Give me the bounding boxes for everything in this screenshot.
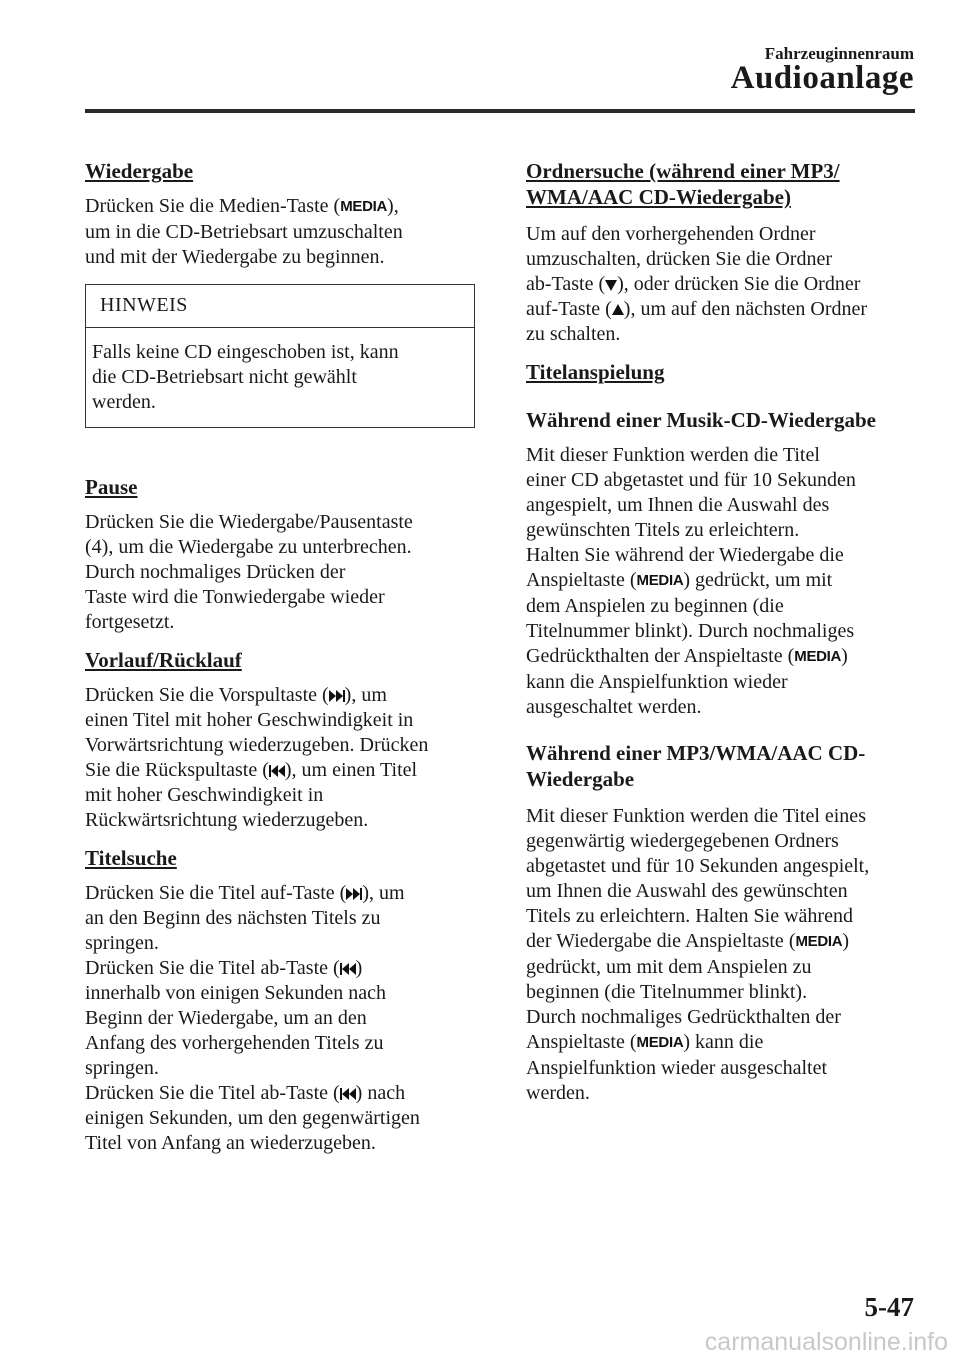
page-number: 5-47	[864, 1292, 914, 1322]
rewind-icon	[269, 764, 285, 778]
paragraph-vorlauf: Drücken Sie die Vorspultaste ( ), um einen Titel mit hoher Geschwindigkeit in Vorwärtsrichtung wiederzugeben. Drücken Sie die Rückspultaste ( ), um einen Titel mit hoher Geschwindigkeit in Rückwärtsrichtung wiederzugeben.	[85, 684, 429, 831]
track-up-icon	[346, 887, 362, 901]
folder-down-icon	[605, 279, 617, 291]
section-titelanspielung	[526, 359, 918, 1106]
section-wiedergabe	[85, 158, 475, 270]
track-down-icon	[340, 1087, 356, 1101]
fast-forward-icon	[329, 689, 345, 703]
watermark: carmanualsonline.info	[704, 1328, 948, 1356]
section-title: Fahrzeuginnenraum	[764, 44, 914, 63]
folder-up-icon	[612, 304, 624, 316]
note-box	[85, 284, 475, 428]
note-title: HINWEIS	[86, 285, 474, 328]
paragraph-pause: Drücken Sie die Wiedergabe/Pausentaste (4), um die Wiedergabe zu unterbrechen. Durch nochmaliges Drücken der Taste wird die Tonwiedergabe wieder fortgesetzt.	[85, 511, 413, 633]
note-body: Falls keine CD eingeschoben ist, kann die CD-Betriebsart nicht gewählt werden.	[92, 341, 399, 413]
heading-titelsuche: Titelsuche	[85, 846, 177, 870]
media-button-icon: MEDIA	[794, 648, 842, 665]
media-button-icon: MEDIA	[636, 572, 684, 589]
subheading-musik-cd: Während einer Musik-CD-Wiedergabe	[526, 408, 876, 432]
paragraph-musik-cd: Mit dieser Funktion werden die Titel einer CD abgetastet und für 10 Sekunden angespielt, um Ihnen die Auswahl des gewünschten Titels zu erleichtern. Halten Sie während der Wiedergabe die Anspieltaste (MEDIA) gedrückt, um mit dem Anspielen zu beginnen (die Titelnummer blinkt). Durch nochmaliges Gedrückthalten der Anspieltaste (MEDIA) kann die Anspielfunktion wieder ausgeschaltet werden.	[526, 444, 856, 718]
media-button-icon: MEDIA	[636, 1034, 684, 1051]
heading-wiedergabe: Wiedergabe	[85, 159, 194, 183]
chapter-title: Audioanlage	[730, 60, 914, 96]
section-vorlauf	[85, 647, 475, 833]
section-ordnersuche	[526, 158, 918, 347]
header-rule	[85, 109, 915, 113]
subheading-mp3: Während einer MP3/WMA/AAC CD- Wiedergabe	[526, 741, 866, 791]
paragraph-titelsuche: Drücken Sie die Titel auf-Taste ( ), um an den Beginn des nächsten Titels zu springen. Drücken Sie die Titel ab-Taste ( ) innerhalb von einigen Sekunden nach Beginn der Wiedergabe, um an den Anfang des vorhergehenden Titels zu springen. Drücken Sie die Titel ab-Taste ( ) nach einigen Sekunden, um den gegenwärtigen Titel von Anfang an wiederzugeben.	[85, 882, 420, 1154]
section-titelsuche	[85, 845, 475, 1156]
media-button-icon: MEDIA	[340, 198, 388, 215]
media-button-icon: MEDIA	[795, 933, 843, 950]
heading-titelanspielung: Titelanspielung	[526, 360, 665, 384]
track-down-icon	[340, 962, 356, 976]
heading-pause: Pause	[85, 475, 138, 499]
section-pause	[85, 474, 475, 635]
paragraph-wiedergabe: Drücken Sie die Medien-Taste (MEDIA), um in die CD-Betriebsart umzuschalten und mit der Wiedergabe zu beginnen.	[85, 195, 403, 268]
paragraph-ordnersuche: Um auf den vorhergehenden Ordner umzuschalten, drücken Sie die Ordner ab-Taste ( ), oder drücken Sie die Ordner auf-Taste ( ), um auf den nächsten Ordner zu schalten.	[526, 223, 868, 345]
heading-ordnersuche: Ordnersuche (während einer MP3/ WMA/AAC CD-Wiedergabe)	[526, 159, 840, 209]
left-column	[85, 158, 475, 1168]
paragraph-mp3: Mit dieser Funktion werden die Titel eines gegenwärtig wiedergegebenen Ordners abgetastet und für 10 Sekunden angespielt, um Ihnen die Auswahl des gewünschten Titels zu erleichtern. Halten Sie während der Wiedergabe die Anspieltaste (MEDIA) gedrückt, um mit dem Anspielen zu beginnen (die Titelnummer blinkt). Durch nochmaliges Gedrückthalten der Anspieltaste (MEDIA) kann die Anspielfunktion wieder ausgeschaltet werden.	[526, 805, 870, 1104]
heading-vorlauf: Vorlauf/Rücklauf	[85, 648, 242, 672]
right-column	[526, 158, 918, 1118]
